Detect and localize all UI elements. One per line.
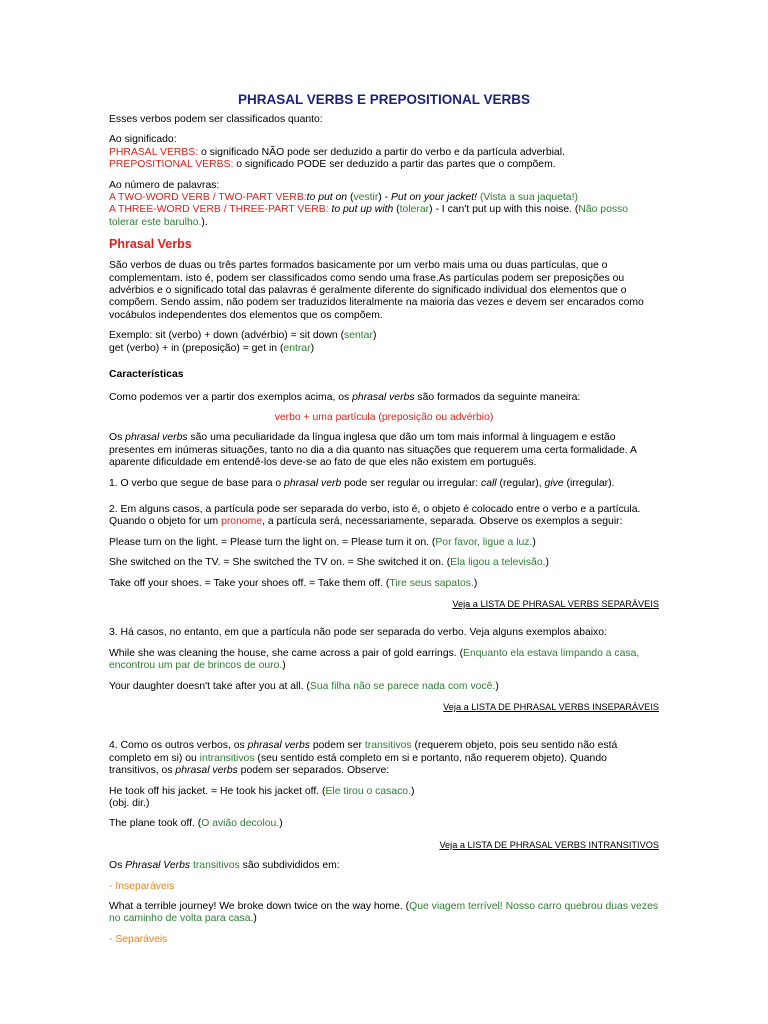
two-word-term: A TWO-WORD VERB / TWO-PART VERB:: [109, 192, 307, 204]
inseparaveis-heading: - Inseparáveis: [109, 880, 175, 892]
inseparable-list-link[interactable]: Veja a LISTA DE PHRASAL VERBS INSEPARÁVEIS: [443, 702, 659, 712]
example-entrar: entrar: [283, 342, 311, 354]
numero-label: Ao número de palavras:: [109, 179, 220, 191]
example-journey: What a terrible journey! We broke down twice on the way home. (Que viagem terrível! Nosso carro quebrou duas vezes no caminho de volta para casa.): [109, 901, 659, 925]
separable-list-link[interactable]: Veja a LISTA DE PHRASAL VERBS SEPARÁVEIS: [452, 598, 659, 609]
three-word-sentence-translation: Não posso tolerar este barulho.: [109, 204, 629, 228]
caracteristicas-heading: Características: [109, 369, 184, 381]
rule-4: 4. Como os outros verbos, os phrasal verbs podem ser transitivos (requerem objeto, pois seu sentido não está completo em si) ou intransitivos (seu sentido está completo em si e portanto, não requerem objeto). Quando transitivos, os phrasal verbs podem ser separados. Observe:: [109, 740, 618, 777]
page-title: PHRASAL VERBS E PREPOSITIONAL VERBS: [237, 92, 531, 107]
peculiaridade-text: Os phrasal verbs são uma peculiaridade da língua inglesa que dão um tom mais informal à linguagem e estão presentes em inúmeras situações, tanto no dia a dia quanto nas situações que requerem uma certa formalidade. A aparente dificuldade em entendê-los deve-se ao fato de que eles não existem em português.: [109, 432, 637, 469]
intro-text: Esses verbos podem ser classificados quanto:: [109, 114, 323, 125]
two-word-example: to put on: [306, 192, 348, 204]
three-word-example: to put up with: [328, 204, 394, 216]
example-light: Please turn on the light. = Please turn the light on. = Please turn it on. (Por favor, ligue a luz.): [109, 536, 536, 548]
three-word-term: A THREE-WORD VERB / THREE-PART VERB:: [109, 204, 329, 216]
rule-2: 2. Em alguns casos, a partícula pode ser separada do verbo, isto é, o objeto é colocado entre o verbo e a partícula. Quando o objeto for um pronome, a partícula será, necessariamente, separada. Observe os exemplos a seguir:: [109, 503, 641, 528]
example-block: Exemplo: sit (verbo) + down (advérbio) = sit down (sentar) get (verbo) + in (preposição) = get in (entrar): [109, 330, 377, 354]
rule-3: 3. Há casos, no entanto, em que a partícula não pode ser separada do verbo. Veja alguns exemplos abaixo:: [109, 627, 607, 639]
intransitivos-term: intransitivos: [199, 752, 255, 764]
prepositional-verbs-term: PREPOSITIONAL VERBS:: [109, 159, 234, 171]
significado-label: Ao significado:: [109, 134, 177, 146]
phrasal-verbs-def: o significado NÃO pode ser deduzido a partir do verbo e da partícula adverbial.: [198, 146, 565, 158]
formula: verbo + uma partícula (preposição ou advérbio): [274, 411, 494, 423]
phrasal-verbs-heading: Phrasal Verbs: [109, 237, 192, 252]
inseparable-link-row: [109, 701, 659, 714]
prepositional-verbs-def: o significado PODE ser deduzido a partir das partes que o compõem.: [233, 159, 556, 171]
transitivos-term: transitivos: [364, 740, 412, 752]
example-jacket: He took off his jacket. = He took his jacket off. (Ele tirou o casaco.) (obj. dir.): [109, 785, 415, 810]
rule-1: 1. O verbo que segue de base para o phrasal verb pode ser regular ou irregular: call (regular), give (irregular).: [109, 477, 615, 489]
pronome-term: pronome: [221, 516, 263, 528]
phrasal-definition: São verbos de duas ou três partes formados basicamente por um verbo mais uma ou duas partículas, que o complementam. isto é, podem ser classificados como sendo uma frase.As partículas podem ser preposições ou advérbios e o significado total das palavras é geralmente diferente do significado individual dos elementos que o compõem. Sendo assim, não podem ser traduzidos literalmente na maioria das vezes e devem ser encarados como vocábulos independentes dos elementos que os compõem.: [109, 260, 644, 321]
separable-link-row: [109, 598, 659, 611]
example-plane: The plane took off. (O avião decolou.): [109, 818, 283, 830]
caracteristicas-intro: Como podemos ver a partir dos exemplos acima, os phrasal verbs são formados da seguinte maneira:: [109, 391, 581, 403]
example-house: While she was cleaning the house, she came across a pair of gold earrings. (Enquanto ela estava limpando a casa, encontrou um par de brincos de ouro.): [109, 647, 640, 672]
three-word-translation: tolerar: [399, 204, 430, 216]
document-page: [109, 92, 659, 954]
example-daughter: Your daughter doesn't take after you at all. (Sua filha não se parece nada com você.): [109, 680, 499, 692]
example-sentar: sentar: [344, 330, 373, 342]
two-word-translation: vestir: [353, 192, 379, 204]
three-word-sentence: ) - I can't put up with this noise. (: [429, 204, 579, 216]
numero-block: Ao número de palavras: A TWO-WORD VERB / TWO-PART VERB:to put on (vestir) - Put on your jacket! (Vista a sua jaqueta!) A THREE-WORD VERB / THREE-PART VERB: to put up with (tolerar) - I can't put up with this noise. (Não posso tolerar este barulho.).: [109, 179, 629, 228]
intransitive-list-link[interactable]: Veja a LISTA DE PHRASAL VERBS INTRANSITIVOS: [439, 839, 659, 850]
separaveis-heading: - Separáveis: [109, 933, 168, 945]
example-tv: She switched on the TV. = She switched the TV on. = She switched it on. (Ela ligou a televisão.): [109, 557, 549, 569]
two-word-sentence-translation: (Vista a sua jaqueta!): [479, 192, 578, 204]
phrasal-verbs-term: PHRASAL VERBS:: [109, 146, 199, 158]
intransitive-link-row: [109, 839, 659, 852]
two-word-sentence: Put on your jacket!: [390, 192, 478, 204]
example-shoes: Take off your shoes. = Take your shoes off. = Take them off. (Tire seus sapatos.): [109, 577, 478, 589]
subdivision-text: Os Phrasal Verbs transitivos são subdivididos em:: [109, 860, 340, 872]
significado-block: [109, 134, 659, 171]
